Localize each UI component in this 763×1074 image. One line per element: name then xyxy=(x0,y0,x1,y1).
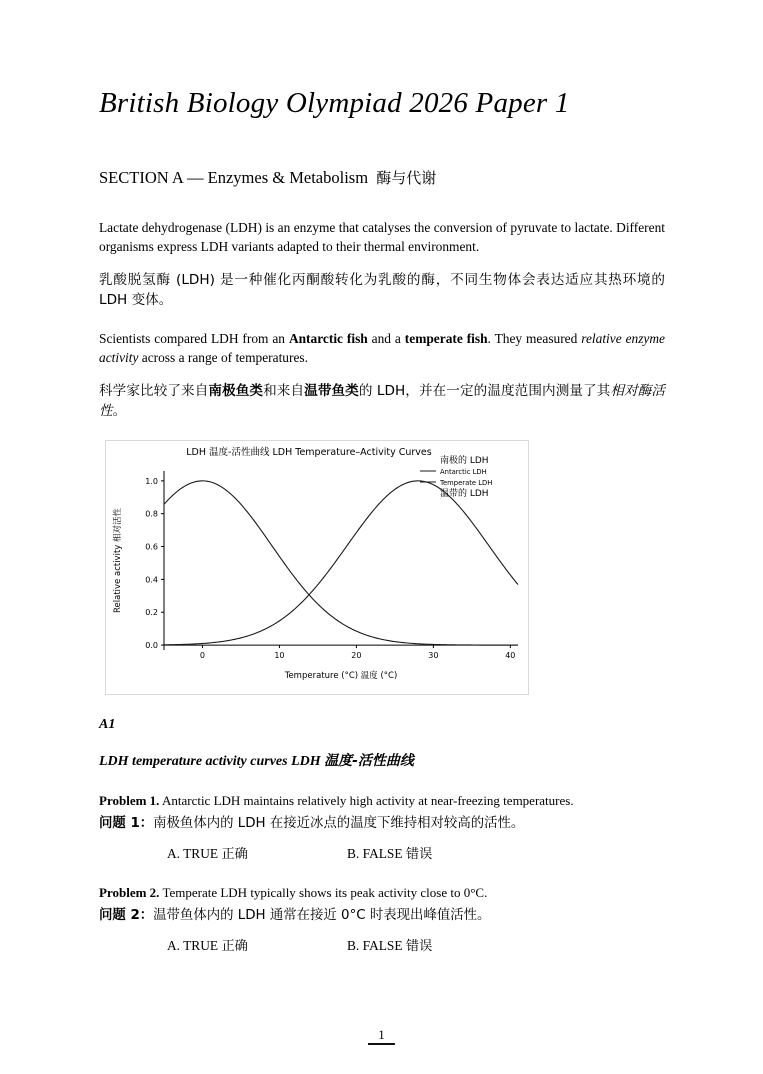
problem-2-option-a-label-en: A. TRUE xyxy=(167,937,219,953)
page-footer xyxy=(0,1026,763,1045)
ldh-temperature-activity-chart xyxy=(106,441,528,694)
problem-1-statement-en xyxy=(99,792,665,810)
problem-1-option-a[interactable] xyxy=(167,843,347,862)
svg-text:0.0: 0.0 xyxy=(145,640,158,650)
svg-text:南极的 LDH: 南极的 LDH xyxy=(440,455,489,466)
section-heading-en: SECTION A — Enzymes & Metabolism xyxy=(99,167,369,187)
p2-en-seg2: and a xyxy=(367,330,405,346)
p2-en-bold-antarctic: Antarctic fish xyxy=(288,330,368,346)
problem-2-option-b-label-cn: 错误 xyxy=(405,938,433,954)
problem-1-option-a-label-cn: 正确 xyxy=(221,846,248,862)
problem-2 xyxy=(99,862,665,954)
svg-text:LDH 温度-活性曲线 LDH Temperature–A: LDH 温度-活性曲线 LDH Temperature–Activity Curves xyxy=(186,446,432,458)
p2-cn-seg2: 和来自 xyxy=(263,382,305,399)
section-heading-cn: 酶与代谢 xyxy=(376,168,437,187)
question-subheading-en: LDH temperature activity curves LDH xyxy=(99,753,325,769)
svg-text:Relative activity 相对活性: Relative activity 相对活性 xyxy=(113,507,123,613)
intro-paragraph-2-en xyxy=(99,311,665,367)
problem-1-text-cn: 南极鱼体内的 LDH 在接近冰点的温度下维持相对较高的活性。 xyxy=(153,816,525,832)
problem-2-options xyxy=(99,926,665,954)
p2-cn-seg3: 的 LDH，并在一定的温度范围内测量了其 xyxy=(358,382,611,399)
problem-2-text-en: Temperate LDH typically shows its peak activity close to 0°C. xyxy=(162,884,488,900)
problem-1-text-en: Antarctic LDH maintains relatively high activity at near-freezing temperatures. xyxy=(161,792,574,808)
svg-text:10: 10 xyxy=(274,650,285,660)
problem-1-options xyxy=(99,834,665,862)
svg-text:0.6: 0.6 xyxy=(145,542,158,552)
svg-text:0.4: 0.4 xyxy=(145,574,158,584)
p2-en-seg1: Scientists compared LDH from an xyxy=(99,330,289,346)
problem-1-option-b-label-en: B. FALSE xyxy=(347,845,403,861)
problem-1-lead-en: Problem 1. xyxy=(99,792,160,808)
figure-ldh-activity-chart xyxy=(99,422,665,695)
svg-text:0.8: 0.8 xyxy=(145,509,158,519)
problem-2-option-a-label-cn: 正确 xyxy=(221,938,248,954)
problem-2-statement-cn xyxy=(99,901,665,925)
svg-text:40: 40 xyxy=(505,650,516,660)
svg-text:0: 0 xyxy=(199,650,206,660)
svg-text:Temperate LDH: Temperate LDH xyxy=(440,478,493,487)
problem-2-lead-en: Problem 2. xyxy=(99,884,160,900)
problem-1-option-b[interactable] xyxy=(347,843,432,862)
intro-paragraph-1-en: Lactate dehydrogenase (LDH) is an enzyme that catalyses the conversion of pyruvate to lactate. Different organisms express LDH variants adapted to their thermal environment. xyxy=(99,219,665,254)
problem-2-text-cn: 温带鱼体内的 LDH 通常在接近 0°C 时表现出峰值活性。 xyxy=(153,908,491,924)
svg-text:1.0: 1.0 xyxy=(145,476,158,486)
page-number: 1 xyxy=(368,1028,395,1045)
question-subheading-cn: 温度-活性曲线 xyxy=(324,752,414,769)
p2-cn-italic-activity: 相对酶活性 xyxy=(99,382,666,420)
p2-cn-seg4: 。 xyxy=(112,403,127,420)
problem-2-option-b[interactable] xyxy=(347,935,432,954)
problem-1-option-b-label-cn: 错误 xyxy=(405,846,433,862)
intro-paragraph-1-cn: 乳酸脱氢酶 (LDH) 是一种催化丙酮酸转化为乳酸的酶，不同生物体会表达适应其热环境的 LDH 变体。 xyxy=(99,271,665,309)
problem-2-option-b-label-en: B. FALSE xyxy=(347,937,403,953)
problem-2-statement-en xyxy=(99,884,665,902)
p2-cn-bold-temperate: 温带鱼类 xyxy=(304,382,359,399)
chart-container xyxy=(105,440,529,695)
problem-1 xyxy=(99,770,665,862)
intro-paragraph-2-cn xyxy=(99,367,665,422)
svg-text:0.2: 0.2 xyxy=(145,607,158,617)
problem-2-lead-cn: 问题 2： xyxy=(99,908,154,924)
svg-text:20: 20 xyxy=(351,650,362,660)
p2-en-seg3: . They measured xyxy=(487,330,582,346)
svg-text:30: 30 xyxy=(428,650,439,660)
problem-1-option-a-label-en: A. TRUE xyxy=(167,845,219,861)
p2-cn-bold-antarctic: 南极鱼类 xyxy=(208,382,264,399)
svg-text:温带的 LDH: 温带的 LDH xyxy=(440,488,489,499)
section-heading xyxy=(99,120,665,188)
question-subheading xyxy=(99,733,665,770)
svg-text:Antarctic LDH: Antarctic LDH xyxy=(440,467,487,476)
problem-1-lead-cn: 问题 1： xyxy=(99,816,154,832)
page-title: British Biology Olympiad 2026 Paper 1 xyxy=(99,87,570,119)
problem-2-option-a[interactable] xyxy=(167,935,347,954)
p2-cn-seg1: 科学家比较了来自 xyxy=(99,382,209,399)
page-content xyxy=(99,0,665,954)
p2-en-seg4: across a range of temperatures. xyxy=(138,349,308,365)
problem-1-statement-cn xyxy=(99,809,665,833)
p2-en-italic-activity: relative enzyme activity xyxy=(99,330,665,365)
svg-text:Temperature (°C) 温度 (°C): Temperature (°C) 温度 (°C) xyxy=(284,670,398,681)
p2-en-bold-temperate: temperate fish xyxy=(404,330,488,346)
question-id: A1 xyxy=(99,716,116,732)
